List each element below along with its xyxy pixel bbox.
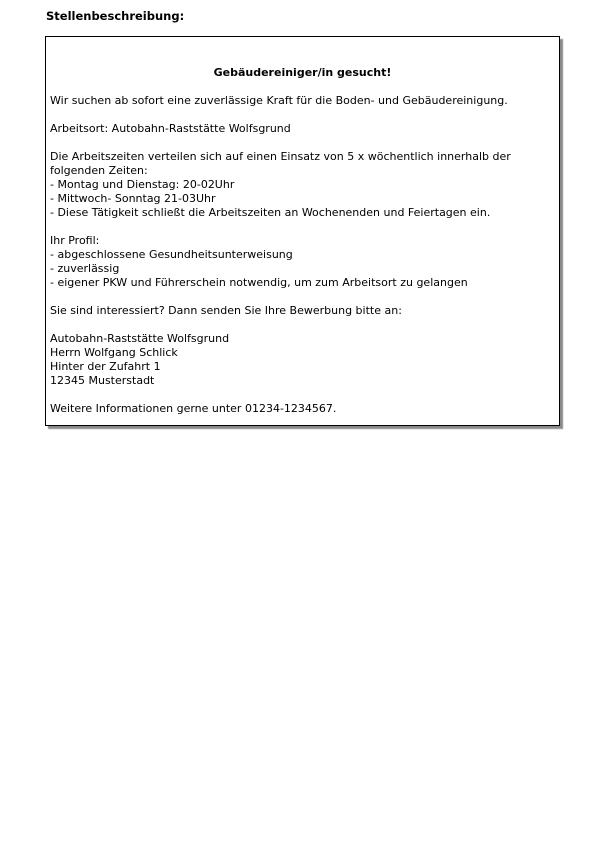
profile-heading: Ihr Profil:	[50, 234, 100, 247]
address-block	[50, 332, 555, 388]
address-line: Autobahn-Raststätte Wolfsgrund	[50, 332, 230, 345]
profile-section	[50, 234, 555, 290]
working-hours-item: - Diese Tätigkeit schließt die Arbeitszeiten an Wochenenden und Feiertagen ein.	[50, 206, 491, 219]
contact-paragraph	[50, 402, 555, 416]
address-line: Herrn Wolfgang Schlick	[50, 346, 178, 359]
intro-text: Wir suchen ab sofort eine zuverlässige Kraft für die Boden- und Gebäudereinigung.	[50, 94, 508, 107]
profile-item: - abgeschlossene Gesundheitsunterweisung	[50, 248, 293, 261]
intro-paragraph	[50, 94, 555, 108]
job-ad-content	[50, 66, 555, 430]
page-heading: Stellenbeschreibung:	[46, 9, 185, 23]
address-line: 12345 Musterstadt	[50, 374, 155, 387]
working-hours-description: Die Arbeitszeiten verteilen sich auf einen Einsatz von 5 x wöchentlich innerhalb der folgenden Zeiten:	[50, 150, 511, 177]
job-ad-box	[45, 36, 560, 426]
working-hours-section	[50, 150, 555, 220]
contact-info: Weitere Informationen gerne unter 01234-1234567.	[50, 402, 337, 415]
profile-item: - eigener PKW und Führerschein notwendig, um zum Arbeitsort zu gelangen	[50, 276, 468, 289]
work-location: Arbeitsort: Autobahn-Raststätte Wolfsgrund	[50, 122, 291, 135]
apply-paragraph	[50, 304, 555, 318]
location-paragraph	[50, 122, 555, 136]
profile-item: - zuverlässig	[50, 262, 120, 275]
working-hours-item: - Mittwoch- Sonntag 21-03Uhr	[50, 192, 216, 205]
working-hours-item: - Montag und Dienstag: 20-02Uhr	[50, 178, 235, 191]
job-ad-title: Gebäudereiniger/in gesucht!	[213, 66, 392, 79]
apply-prompt: Sie sind interessiert? Dann senden Sie Ihre Bewerbung bitte an:	[50, 304, 402, 317]
address-line: Hinter der Zufahrt 1	[50, 360, 161, 373]
